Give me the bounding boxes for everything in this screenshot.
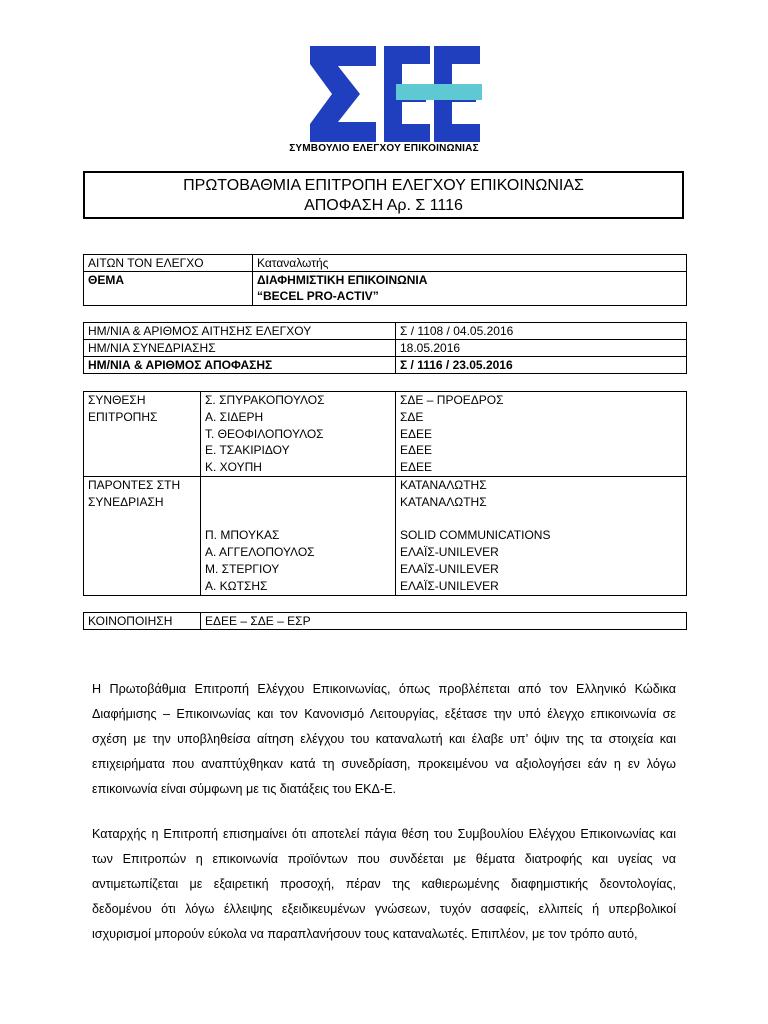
members-names (201, 392, 396, 477)
present-name: Π. ΜΠΟΥΚΑΣ (205, 528, 280, 543)
subject-line-2: “BECEL PRO-ACTIV” (257, 289, 379, 303)
subject-value (253, 272, 687, 306)
composition-label (84, 392, 201, 477)
composition-table (83, 391, 687, 596)
table-row (84, 255, 687, 272)
table-row (84, 272, 687, 306)
composition-label-line-1: ΣΥΝΘΕΣΗ (88, 393, 146, 407)
body-paragraph: Η Πρωτοβάθμια Επιτροπή Ελέγχου Επικοινωνίας, όπως προβλέπεται από τον Ελληνικό Κώδικα Διαφήμισης – Επικοινωνίας και τον Κανονισμό Λειτουργίας, εξέτασε την υπό έλεγχο επικοινωνία σε σχέση με την υποβληθείσα αίτηση ελέγχου του καταναλωτή και έλαβε υπ’ όψιν της τα στοιχεία και επιχειρήματα που αναπτύχθηκαν κατά τη συνεδρίαση, προκειμένου να αξιολογήσει εάν η εν λόγω επικοινωνία είναι σύμφωνη με τις διατάξεις του ΕΚΔ-Ε. (92, 682, 676, 796)
present-name: Μ. ΣΤΕΡΓΙΟΥ (205, 561, 280, 576)
present-names (201, 476, 396, 595)
members-roles (396, 392, 687, 477)
table-row (84, 357, 687, 374)
member-role: ΕΔΕΕ (400, 460, 433, 475)
decision-date-value: Σ / 1116 / 23.05.2016 (396, 357, 687, 374)
present-role: SOLID COMMUNICATIONS (400, 528, 551, 543)
member-name: Κ. ΧΟΥΠΗ (205, 460, 262, 475)
logo (284, 36, 484, 146)
logo-caption: ΣΥΜΒΟΥΛΙΟ ΕΛΕΓΧΟΥ ΕΠΙΚΟΙΝΩΝΙΑΣ (289, 143, 479, 154)
requester-label: ΑΙΤΩΝ ΤΟΝ ΕΛΕΓΧΟ (84, 255, 253, 272)
subject-line-1: ΔΙΑΦΗΜΙΣΤΙΚΗ ΕΠΙΚΟΙΝΩΝΙΑ (257, 273, 428, 287)
member-role: ΕΔΕΕ (400, 426, 433, 441)
decision-body (92, 677, 676, 967)
member-name: Τ. ΘΕΟΦΙΛΟΠΟΥΛΟΣ (205, 426, 324, 441)
table-row (84, 340, 687, 357)
session-date-label: ΗΜ/ΝΙΑ ΣΥΝΕΔΡΙΑΣΗΣ (84, 340, 396, 357)
request-date-value: Σ / 1108 / 04.05.2016 (396, 323, 687, 340)
session-date-value: 18.05.2016 (396, 340, 687, 357)
present-roles (396, 476, 687, 595)
requester-value: Καταναλωτής (253, 255, 687, 272)
notification-label: ΚΟΙΝΟΠΟΙΗΣΗ (84, 613, 201, 630)
body-paragraph: Καταρχής η Επιτροπή επισημαίνει ότι αποτελεί πάγια θέση του Συμβουλίου Ελέγχου Επικοινωνίας και των Επιτροπών η επικοινωνία προϊόντων που συνδέεται με θέματα διατροφής και υγείας να αντιμετωπίζεται με εξαιρετική προσοχή, πέραν της καθιερωμένης διαφημιστικής δεοντολογίας, δεδομένου ότι λόγω έλλειψης εξειδικευμένων γνώσεων, τυχόν ασαφείς, ελλιπείς ή υπερβολικοί ισχυρισμοί μπορούν εύκολα να παραπλανήσουν τους καταναλωτές. Επιπλέον, με τον τρόπο αυτό, (92, 827, 676, 941)
present-name: Α. ΚΩΤΣΗΣ (205, 578, 268, 593)
request-date-label: ΗΜ/ΝΙΑ & ΑΡΙΘΜΟΣ ΑΙΤΗΣΗΣ ΕΛΕΓΧΟΥ (84, 323, 396, 340)
table-row (84, 323, 687, 340)
notification-value: ΕΔΕΕ – ΣΔΕ – ΕΣΡ (201, 613, 687, 630)
committee-title: ΠΡΩΤΟΒΑΘΜΙΑ ΕΠΙΤΡΟΠΗ ΕΛΕΓΧΟΥ ΕΠΙΚΟΙΝΩΝΙΑΣ (183, 177, 584, 194)
decision-title-box (83, 171, 684, 219)
present-role: ΕΛΑΪΣ-UNILEVER (400, 545, 499, 560)
present-name: Α. ΑΓΓΕΛΟΠΟΥΛΟΣ (205, 545, 315, 560)
present-role: ΚΑΤΑΝΑΛΩΤΗΣ (400, 494, 487, 509)
present-label (84, 476, 201, 595)
present-label-line-2: ΣΥΝΕΔΡΙΑΣΗ (88, 494, 164, 509)
logo-mark (284, 36, 484, 146)
member-role: ΣΔΕ (400, 409, 424, 424)
composition-label-line-2: ΕΠΙΤΡΟΠΗΣ (88, 409, 158, 424)
table-row (84, 392, 687, 477)
decision-date-label: ΗΜ/ΝΙΑ & ΑΡΙΘΜΟΣ ΑΠΟΦΑΣΗΣ (84, 357, 396, 374)
decision-number: ΑΠΟΦΑΣΗ Αρ. Σ 1116 (304, 197, 463, 214)
member-name: Σ. ΣΠΥΡΑΚΟΠΟΥΛΟΣ (205, 393, 325, 407)
present-role: ΕΛΑΪΣ-UNILEVER (400, 561, 499, 576)
present-role: ΕΛΑΪΣ-UNILEVER (400, 578, 499, 593)
subject-label: ΘΕΜΑ (84, 272, 253, 306)
requester-table (83, 254, 687, 306)
table-row (84, 613, 687, 630)
member-name: Α. ΣΙΔΕΡΗ (205, 409, 264, 424)
table-row (84, 476, 687, 595)
member-name: Ε. ΤΣΑΚΙΡΙΔΟΥ (205, 443, 290, 458)
present-role: ΚΑΤΑΝΑΛΩΤΗΣ (400, 477, 487, 492)
present-label-line-1: ΠΑΡΟΝΤΕΣ ΣΤΗ (88, 477, 181, 492)
member-role: ΣΔΕ – ΠΡΟΕΔΡΟΣ (400, 393, 504, 407)
notification-table (83, 612, 687, 630)
member-role: ΕΔΕΕ (400, 443, 433, 458)
dates-table (83, 322, 687, 374)
